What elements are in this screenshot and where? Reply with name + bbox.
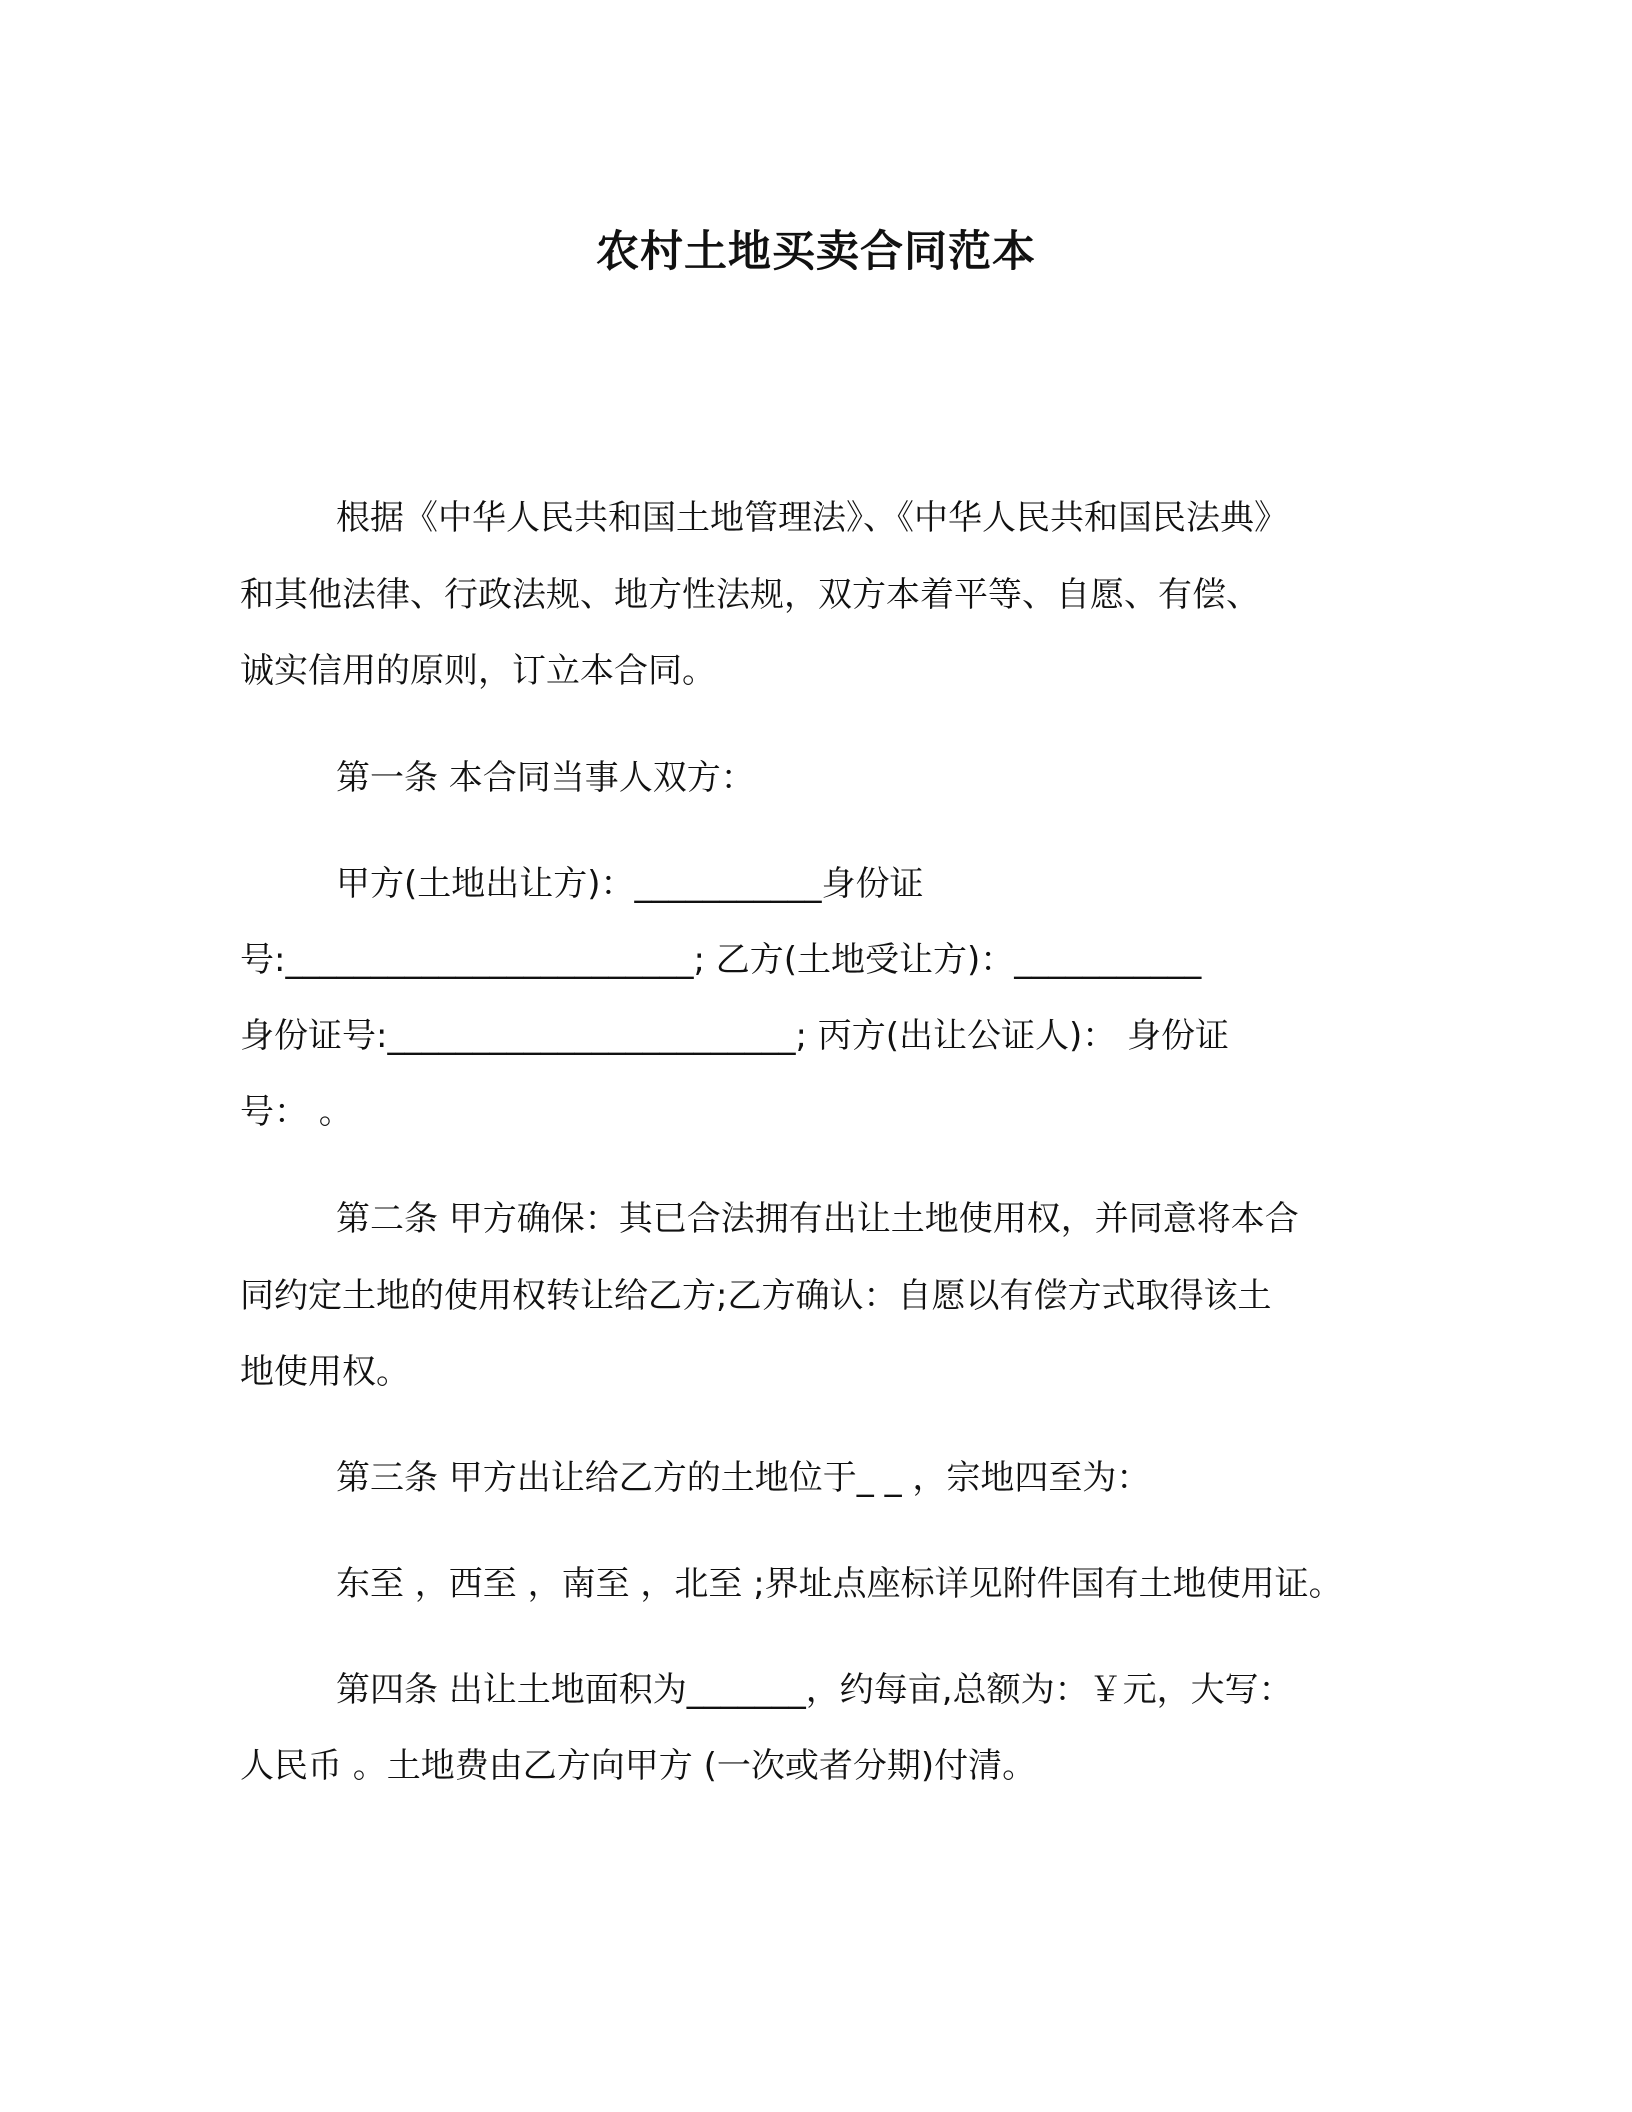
article-2-line-2: 同约定土地的使用权转让给乙方;乙方确认：自愿以有偿方式取得该土: [240, 1276, 1272, 1316]
article-2-line-1: 第二条 甲方确保：其已合法拥有出让土地使用权，并同意将本合: [336, 1199, 1299, 1239]
article-4-line-1: 第四条 出让土地面积为_______，约每亩,总额为：￥元，大写：: [336, 1670, 1293, 1710]
party-b-line: 号:________________________; 乙方(土地受让方)：___________: [240, 940, 1202, 980]
preamble-line-1: 根据《中华人民共和国土地管理法》、《中华人民共和国民法典》: [336, 498, 1288, 538]
article-3-boundaries: 东至 ，西至 ，南至 ，北至 ;界址点座标详见附件国有土地使用证。: [336, 1564, 1343, 1604]
preamble-line-3: 诚实信用的原则，订立本合同。: [240, 651, 716, 691]
article-3-line-1: 第三条 甲方出让给乙方的土地位于_ _ ，宗地四至为：: [336, 1458, 1151, 1498]
article-1-heading: 第一条 本合同当事人双方：: [336, 758, 755, 798]
party-a-line: 甲方(土地出让方)：___________身份证: [336, 864, 924, 904]
preamble-line-2: 和其他法律、行政法规、地方性法规，双方本着平等、自愿、有偿、: [240, 575, 1260, 615]
article-4-line-2: 人民币 。土地费由乙方向甲方 (一次或者分期)付清。: [240, 1746, 1037, 1786]
party-c-line: 身份证号:________________________; 丙方(出让公证人)： 身份证: [240, 1016, 1230, 1056]
party-c-id-line: 号： 。: [240, 1092, 353, 1132]
article-2-line-3: 地使用权。: [240, 1352, 410, 1392]
document-title: 农村土地买卖合同范本: [596, 227, 1036, 277]
